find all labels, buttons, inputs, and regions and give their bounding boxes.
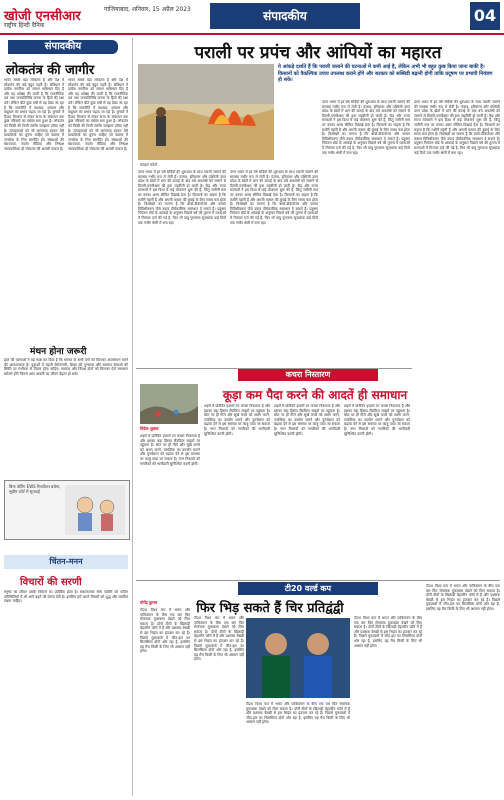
waste-image xyxy=(140,384,198,424)
t20-body-col3: टी20 विश्व कप में भारत और पाकिस्तान के बीच एक बार फिर रोमांचक मुकाबला देखने को मिल सकता है। दोनों टीमों के खिलाड़ी बेहतरीन फॉर्म में हैं और प्रशंसक बेसब्री से इस भिड़ंत का इंतजार कर रहे हैं। पिछले मुकाबलों में जीत-हार का सिलसिला दोनों ओर रहा है, इसलिए यह मैच किसी के लिए भी आसान नहीं होगा। xyxy=(246,702,350,725)
editorial-tab: संपादकीय xyxy=(8,40,118,54)
brand-name: खोजी एनसीआर xyxy=(4,9,81,24)
waste-headline: कूड़ा कम पैदा करने की आदतें ही समाधान xyxy=(222,388,408,402)
lead-body-col3: उत्तर भारत में हर वर्ष सर्दियों की शुरुआत के साथ पराली जलाने की समस्या गंभीर रूप ले लेती है। पंजाब, हरियाणा और पश्चिमी उत्तर प्रदेश के खेतों में धान की कटाई के बाद बचे अवशेषों को जलाने से दिल्ली-एनसीआर की हवा जहरीली हो जाती है। केंद्र और राज्य सरकारों ने इस दिशा में कई योजनाएं शुरू की हैं, किंतु जमीनी स्तर पर उनका असर सीमित दिखाई देता है। किसानों का कहना है कि मशीनें महंगी हैं और अगली फसल की बुवाई के लिए समय कम होता है। विशेषज्ञों का मानना है कि बायो-डीकंपोजर और फसल विविधीकरण जैसे उपाय दीर्घकालिक समाधान दे सकते हैं। प्रदूषण नियंत्रण बोर्ड के आंकड़ों के अनुसार पिछले वर्ष की तुलना में घटनाओं में गिरावट दर्ज की गई है, फिर भी वायु गुणवत्ता सूचकांक कई दिनों तक गंभीर श्रेणी में बना रहा। xyxy=(322,100,410,155)
editorial-subheadline: मंथन होना जरूरी xyxy=(30,347,87,357)
column-divider xyxy=(132,38,133,796)
editorial-body-col1: भारत सबसे बड़ा लोकतंत्र है और देश में लोकतंत्र की जड़ें बहुत गहरी हैं। संविधान ने प्रत्येक नागरिक को समान अधिकार दिए हैं और यह अपेक्षा की जाती है कि राजनीतिक दल तथा जनप्रतिनिधि जनता के हितों की रक्षा करें। लेकिन बीते कुछ वर्षों से यह देखा जा रहा है कि राजनीति में वंशवाद, धनबल और बाहुबल का प्रभाव बढ़ता जा रहा है। चुनावों में टिकट वितरण से लेकर सत्ता के संचालन तक कुछ परिवारों का वर्चस्व बना हुआ है। लोकतंत्र को किसी की निजी जागीर समझना उचित नहीं है। मतदाताओं को भी जागरूक रहकर ऐसे प्रत्याशियों को चुनना चाहिए जो वास्तव में जनसेवा के लिए समर्पित हों। संस्थाओं की स्वायत्तता, स्वतंत्र मीडिया और निष्पक्ष न्यायपालिका ही लोकतंत्र की असली ताकत है। xyxy=(4,78,64,151)
waste-photo xyxy=(140,384,198,424)
cartoon-illustration xyxy=(65,485,125,535)
t20-photo xyxy=(246,618,350,698)
brand-subtitle: राष्ट्रीय हिन्दी दैनिक xyxy=(4,22,45,29)
t20-body-col2: टी20 विश्व कप में भारत और पाकिस्तान के बीच एक बार फिर रोमांचक मुकाबला देखने को मिल सकता है। दोनों टीमों के खिलाड़ी बेहतरीन फॉर्म में हैं और प्रशंसक बेसब्री से इस भिड़ंत का इंतजार कर रहे हैं। पिछले मुकाबलों में जीत-हार का सिलसिला दोनों ओर रहा है, इसलिए यह मैच किसी के लिए भी आसान नहीं होगा। xyxy=(194,616,244,662)
t20-byline: योगेंद्र कुमार xyxy=(140,600,158,605)
editorial-sub-body: हाल की घटनाओं ने यह स्पष्ट कर दिया है कि समाज के सभी वर्गों को मिलकर आत्ममंथन करने की आवश्यकता है। युवाओं में बढ़ती बेरोजगारी, शिक्षा की गुणवत्ता और स्वास्थ्य सेवाओं की स्थिति पर गंभीरता से विचार होना चाहिए। सरकार और विपक्ष दोनों को मिलकर ऐसे समाधान खोजने होंगे जिनसे आम आदमी का जीवन बेहतर हो सके। xyxy=(4,358,128,376)
t20-body-col1: टी20 विश्व कप में भारत और पाकिस्तान के बीच एक बार फिर रोमांचक मुकाबला देखने को मिल सकता है। दोनों टीमों के खिलाड़ी बेहतरीन फॉर्म में हैं और प्रशंसक बेसब्री से इस भिड़ंत का इंतजार कर रहे हैं। पिछले मुकाबलों में जीत-हार का सिलसिला दोनों ओर रहा है, इसलिए यह मैच किसी के लिए भी आसान नहीं होगा। xyxy=(140,608,190,654)
t20-headline: फिर भिड़ सकते हैं चिर प्रतिद्वंद्वी xyxy=(196,601,344,616)
waste-body-col3: शहरों में प्रतिदिन हजारों टन कचरा निकलता है और इसका बड़ा हिस्सा लैंडफिल साइटों पर पहुंचता है। स्रोत पर ही गीले और सूखे कचरे को अलग करने, प्लास्टिक का उपयोग घटाने और पुनर्चक्रण को बढ़ावा देने से इस समस्या पर काबू पाया जा सकता है। नगर निकायों को नागरिकों की भागीदारी सुनिश्चित करनी होगी। xyxy=(274,404,340,436)
vichar-headline: विचारों की सरणी xyxy=(20,577,82,588)
vichar-body: मनुष्य का जीवन उसके विचारों का प्रतिबिंब होता है। सकारात्मक सोच व्यक्ति को कठिन परिस्थितियों में भी आगे बढ़ने की प्रेरणा देती है। इसलिए हमें अपने विचारों को शुद्ध और संयमित रखना चाहिए। xyxy=(4,590,128,604)
dateline: गाजियाबाद, शनिवार, 15 अप्रैल 2023 xyxy=(104,6,191,13)
lead-body-col4: उत्तर भारत में हर वर्ष सर्दियों की शुरुआत के साथ पराली जलाने की समस्या गंभीर रूप ले लेती है। पंजाब, हरियाणा और पश्चिमी उत्तर प्रदेश के खेतों में धान की कटाई के बाद बचे अवशेषों को जलाने से दिल्ली-एनसीआर की हवा जहरीली हो जाती है। केंद्र और राज्य सरकारों ने इस दिशा में कई योजनाएं शुरू की हैं, किंतु जमीनी स्तर पर उनका असर सीमित दिखाई देता है। किसानों का कहना है कि मशीनें महंगी हैं और अगली फसल की बुवाई के लिए समय कम होता है। विशेषज्ञों का मानना है कि बायो-डीकंपोजर और फसल विविधीकरण जैसे उपाय दीर्घकालिक समाधान दे सकते हैं। प्रदूषण नियंत्रण बोर्ड के आंकड़ों के अनुसार पिछले वर्ष की तुलना में घटनाओं में गिरावट दर्ज की गई है, फिर भी वायु गुणवत्ता सूचकांक कई दिनों तक गंभीर श्रेणी में बना रहा। xyxy=(414,100,500,155)
lead-body-col1: उत्तर भारत में हर वर्ष सर्दियों की शुरुआत के साथ पराली जलाने की समस्या गंभीर रूप ले लेती है। पंजाब, हरियाणा और पश्चिमी उत्तर प्रदेश के खेतों में धान की कटाई के बाद बचे अवशेषों को जलाने से दिल्ली-एनसीआर की हवा जहरीली हो जाती है। केंद्र और राज्य सरकारों ने इस दिशा में कई योजनाएं शुरू की हैं, किंतु जमीनी स्तर पर उनका असर सीमित दिखाई देता है। किसानों का कहना है कि मशीनें महंगी हैं और अगली फसल की बुवाई के लिए समय कम होता है। विशेषज्ञों का मानना है कि बायो-डीकंपोजर और फसल विविधीकरण जैसे उपाय दीर्घकालिक समाधान दे सकते हैं। प्रदूषण नियंत्रण बोर्ड के आंकड़ों के अनुसार पिछले वर्ष की तुलना में घटनाओं में गिरावट दर्ज की गई है, फिर भी वायु गुणवत्ता सूचकांक कई दिनों तक गंभीर श्रेणी में बना रहा। xyxy=(138,170,226,225)
cricketers-image xyxy=(246,618,350,698)
t20-tab: टी20 वर्ल्ड कप xyxy=(238,582,378,595)
editorial-headline: लोकतंत्र की जागीर xyxy=(6,63,95,78)
editorial-body-col2: भारत सबसे बड़ा लोकतंत्र है और देश में लोकतंत्र की जड़ें बहुत गहरी हैं। संविधान ने प्रत्येक नागरिक को समान अधिकार दिए हैं और यह अपेक्षा की जाती है कि राजनीतिक दल तथा जनप्रतिनिधि जनता के हितों की रक्षा करें। लेकिन बीते कुछ वर्षों से यह देखा जा रहा है कि राजनीति में वंशवाद, धनबल और बाहुबल का प्रभाव बढ़ता जा रहा है। चुनावों में टिकट वितरण से लेकर सत्ता के संचालन तक कुछ परिवारों का वर्चस्व बना हुआ है। लोकतंत्र को किसी की निजी जागीर समझना उचित नहीं है। मतदाताओं को भी जागरूक रहकर ऐसे प्रत्याशियों को चुनना चाहिए जो वास्तव में जनसेवा के लिए समर्पित हों। संस्थाओं की स्वायत्तता, स्वतंत्र मीडिया और निष्पक्ष न्यायपालिका ही लोकतंत्र की असली ताकत है। xyxy=(68,78,128,151)
lead-photo xyxy=(138,64,274,160)
masthead xyxy=(0,0,504,34)
lead-body-col2: उत्तर भारत में हर वर्ष सर्दियों की शुरुआत के साथ पराली जलाने की समस्या गंभीर रूप ले लेती है। पंजाब, हरियाणा और पश्चिमी उत्तर प्रदेश के खेतों में धान की कटाई के बाद बचे अवशेषों को जलाने से दिल्ली-एनसीआर की हवा जहरीली हो जाती है। केंद्र और राज्य सरकारों ने इस दिशा में कई योजनाएं शुरू की हैं, किंतु जमीनी स्तर पर उनका असर सीमित दिखाई देता है। किसानों का कहना है कि मशीनें महंगी हैं और अगली फसल की बुवाई के लिए समय कम होता है। विशेषज्ञों का मानना है कि बायो-डीकंपोजर और फसल विविधीकरण जैसे उपाय दीर्घकालिक समाधान दे सकते हैं। प्रदूषण नियंत्रण बोर्ड के आंकड़ों के अनुसार पिछले वर्ष की तुलना में घटनाओं में गिरावट दर्ज की गई है, फिर भी वायु गुणवत्ता सूचकांक कई दिनों तक गंभीर श्रेणी में बना रहा। xyxy=(230,170,318,225)
t20-body-col5: टी20 विश्व कप में भारत और पाकिस्तान के बीच एक बार फिर रोमांचक मुकाबला देखने को मिल सकता है। दोनों टीमों के खिलाड़ी बेहतरीन फॉर्म में हैं और प्रशंसक बेसब्री से इस भिड़ंत का इंतजार कर रहे हैं। पिछले मुकाबलों में जीत-हार का सिलसिला दोनों ओर रहा है, इसलिए यह मैच किसी के लिए भी आसान नहीं होगा। xyxy=(426,584,500,611)
section-title: संपादकीय xyxy=(210,3,360,29)
lead-photo-caption: फाइल फोटो xyxy=(140,162,158,167)
waste-tab: कचरा निस्तारण xyxy=(238,369,378,381)
vichar-band xyxy=(4,555,128,569)
header-divider xyxy=(0,33,504,35)
vichar-title: चिंतन-मनन xyxy=(49,557,83,566)
waste-body-col1: शहरों में प्रतिदिन हजारों टन कचरा निकलता है और इसका बड़ा हिस्सा लैंडफिल साइटों पर पहुंचता है। स्रोत पर ही गीले और सूखे कचरे को अलग करने, प्लास्टिक का उपयोग घटाने और पुनर्चक्रण को बढ़ावा देने से इस समस्या पर काबू पाया जा सकता है। नगर निकायों को नागरिकों की भागीदारी सुनिश्चित करनी होगी। xyxy=(140,434,200,466)
lead-deck: ये आंकड़े दर्शाते हैं कि पराली जलाने की घटनाओं में कमी आई है, लेकिन अभी भी बहुत कुछ किया जाना बाकी है। किसानों को वैकल्पिक उपाय उपलब्ध कराने होंगे और सरकार को सब्सिडी बढ़ानी होगी ताकि प्रदूषण पर प्रभावी नियंत्रण हो सके। xyxy=(278,64,493,83)
waste-byline: विवेक शुक्ला xyxy=(140,426,159,431)
t20-body-col4: टी20 विश्व कप में भारत और पाकिस्तान के बीच एक बार फिर रोमांचक मुकाबला देखने को मिल सकता है। दोनों टीमों के खिलाड़ी बेहतरीन फॉर्म में हैं और प्रशंसक बेसब्री से इस भिड़ंत का इंतजार कर रहे हैं। पिछले मुकाबलों में जीत-हार का सिलसिला दोनों ओर रहा है, इसलिए यह मैच किसी के लिए भी आसान नहीं होगा। xyxy=(354,616,422,648)
section-divider-2 xyxy=(136,580,500,581)
cartoon-caption: बिना वोटिंग EWS रिजर्वेशन बचेगा, सुप्रीम कोर्ट में सुनवाई xyxy=(9,484,61,494)
lead-headline: पराली पर प्रपंच और आंपियों का महारत xyxy=(194,43,442,63)
field-fire-image xyxy=(138,64,274,160)
page-number: 04 xyxy=(470,2,500,30)
cartoon-box xyxy=(4,480,130,540)
waste-body-col2: शहरों में प्रतिदिन हजारों टन कचरा निकलता है और इसका बड़ा हिस्सा लैंडफिल साइटों पर पहुंचता है। स्रोत पर ही गीले और सूखे कचरे को अलग करने, प्लास्टिक का उपयोग घटाने और पुनर्चक्रण को बढ़ावा देने से इस समस्या पर काबू पाया जा सकता है। नगर निकायों को नागरिकों की भागीदारी सुनिश्चित करनी होगी। xyxy=(204,404,270,436)
waste-body-col4: शहरों में प्रतिदिन हजारों टन कचरा निकलता है और इसका बड़ा हिस्सा लैंडफिल साइटों पर पहुंचता है। स्रोत पर ही गीले और सूखे कचरे को अलग करने, प्लास्टिक का उपयोग घटाने और पुनर्चक्रण को बढ़ावा देने से इस समस्या पर काबू पाया जा सकता है। नगर निकायों को नागरिकों की भागीदारी सुनिश्चित करनी होगी। xyxy=(344,404,410,436)
